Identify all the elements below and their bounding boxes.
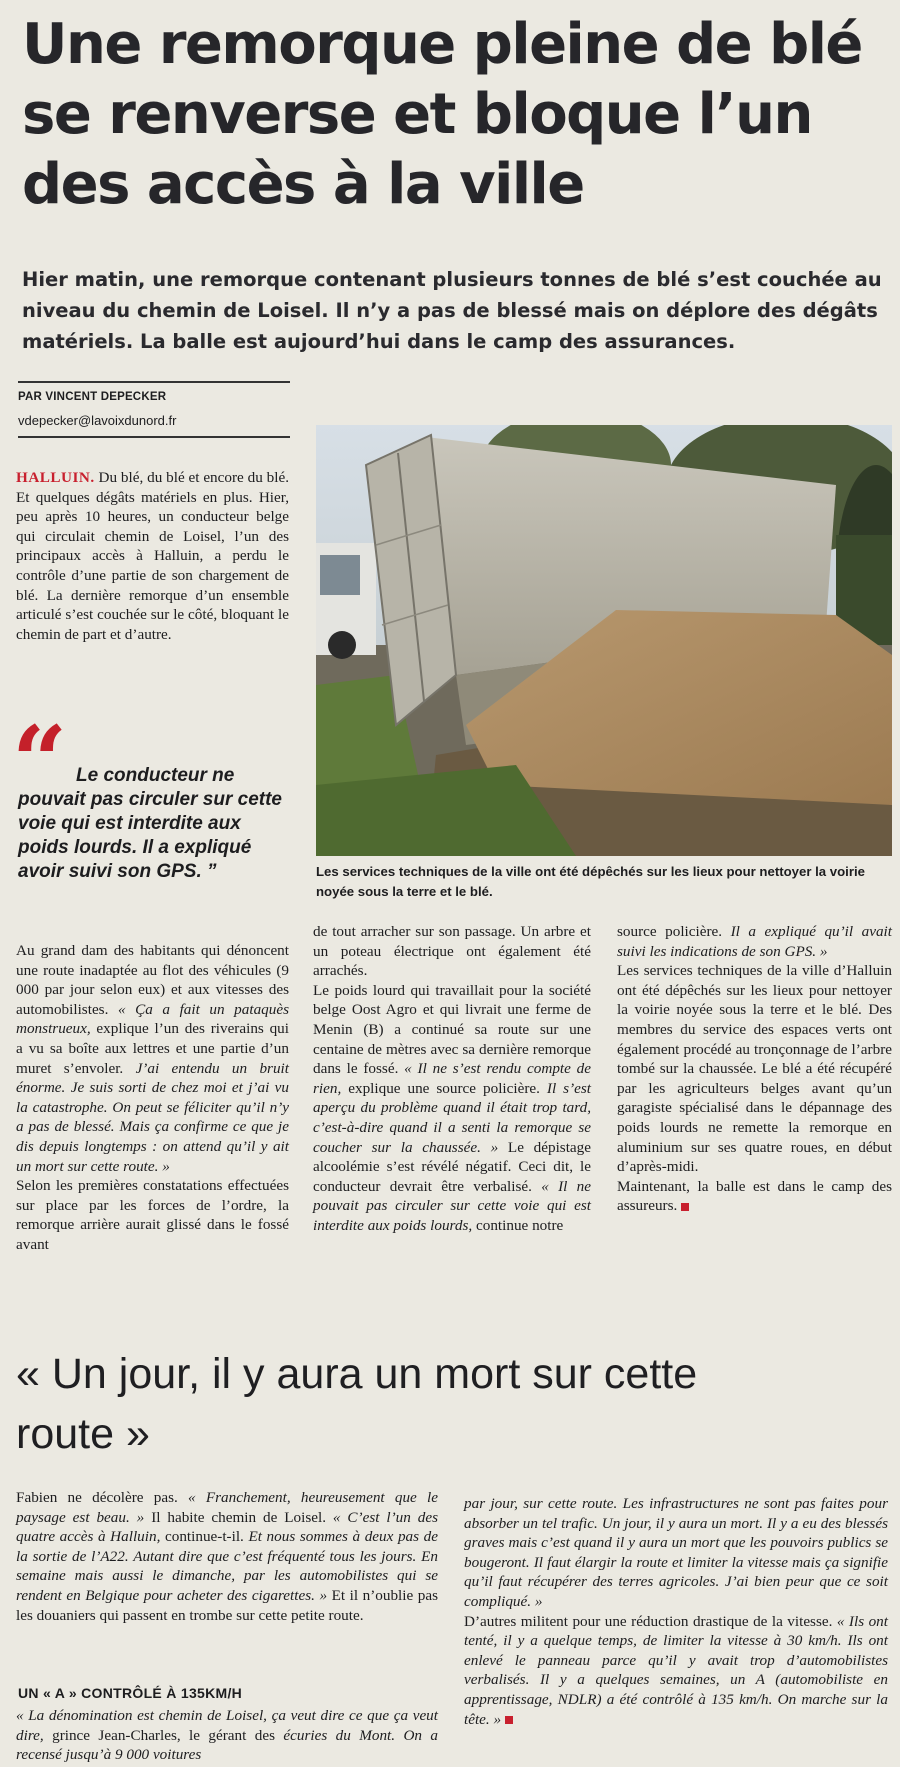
byline: PAR VINCENT DEPECKER [18, 391, 167, 403]
sidebar-right-quote-a: par jour, sur cette route. Les infrastructures ne sont pas faites pour absorber un tel trafic. Un jour, il y aura un mort. Il y a eu des blessés graves mais c’est quand il y aura un mort que les pouvoirs publics se bougeront. Il faut élargir la route et limiter la vitesse mais ça signifie qu’il faut récupérer des terres agricoles. J’ai bien peur que ce soit compliqué. » [464, 1495, 888, 1610]
col3-text-c: Maintenant, la balle est dans le camp des assureurs. [617, 1177, 892, 1215]
col2-quote-a: « Il ne s’est rendu compte de rien, [313, 1060, 591, 1097]
lead-text: Du blé, du blé et encore du blé. Et quelques dégâts matériels en plus. Hier, peu après 10 heures, un conducteur belge qui circulait chemin de Loisel, l’un des principaux accès à Halluin, a perdu le contrôle d’une partie de son chargement de blé. La dernière remorque d’un ensemble articulé s’est couchée sur le côté, bloquant le chemin de part et d’autre. [16, 469, 289, 643]
sidebar-column-right [464, 1494, 888, 1729]
headline: Une remorque pleine de blé se renverse et bloque l’un des accès à la ville [22, 12, 862, 217]
author-email[interactable]: vdepecker@lavoixdunord.fr [18, 413, 177, 428]
col2-text-a: de tout arracher sur son passage. Un arbre et un poteau électrique ont également été arrachés. [313, 923, 591, 980]
col3-text-b: Les services techniques de la ville d’Halluin ont été dépêchés sur les lieux pour nettoyer la voirie noyée sous la terre et le blé. Des membres du service des espaces verts ont également procédé au tronçonnage de l’arbre tombé sur la chaussée. Le blé a été récupéré par les agriculteurs belges avant qu’un garagiste spécialisé dans le dépannage des poids lourds ne remette la remorque en aluminium sur ses quatre roues, en début d’après-midi. [617, 962, 892, 1176]
dateline: HALLUIN. [16, 469, 95, 486]
sidebar-right-quote-b: « Ils ont tenté, il y a quelque temps, de limiter la vitesse à 30 km/h. Ils ont enlevé le panneau parce qu’il y avait trop d’automobilistes verbalisés. Il y a quelques semaines, un A (automobiliste en apprentissage, NDLR) a été contrôlé à 135 km/h. On marche sur la tête. » [464, 1612, 888, 1728]
photo-caption: Les services techniques de la ville ont été dépêchés sur les lieux pour nettoyer la voirie noyée sous la terre et le blé. [316, 864, 865, 899]
sidebar-left-quote-b: « C’est l’un des quatre accès à Halluin, [16, 1508, 438, 1546]
col1-text-a: Au grand dam des habitants qui dénoncent une route inadaptée au flot des véhicules (9 000 par jour selon eux) et aux vitesses des automobilistes. [16, 942, 289, 1018]
col2-quote-c: « Il ne pouvait pas circuler sur cette voie qui est interdite aux poids lourds, [313, 1177, 591, 1234]
sidebar-left-quote-a: « Franchement, heureusement que le paysage est beau. » [16, 1489, 438, 1526]
col3-quote-a: Il a expliqué qu’il avait suivi les indications de son GPS. » [617, 923, 893, 960]
col2-text-c: explique une source policière. [348, 1079, 547, 1097]
article-photo [316, 425, 892, 856]
col2-quote-b: Il s’est aperçu du problème quand il était trop tard, c’est-à-dire quand il a senti la remorque se coucher sur la chaussée. » [313, 1079, 591, 1156]
sidebar-left-text-a: Fabien ne décolère pas. [16, 1489, 189, 1506]
body-column-3 [617, 922, 892, 1216]
col1-quote-a: « Ça a fait un pataquès monstrueux, [16, 1000, 289, 1038]
sidebar-kicker: UN « A » CONTRÔLÉ À 135KM/H [18, 1685, 243, 1701]
quote-mark-icon: “ [12, 705, 62, 818]
end-mark-icon [505, 1716, 513, 1724]
sidebar-subhead: « Un jour, il y aura un mort sur cette route » [16, 1350, 698, 1458]
byline-rule-bottom [18, 436, 290, 438]
kicker-quote-a: « La dénomination est chemin de Loisel, ça veut dire ce que ça veut dire, [16, 1707, 438, 1744]
body-column-2 [313, 922, 591, 1236]
sidebar-left-text-c: continue-t-il. [164, 1528, 249, 1546]
body-column-1 [16, 941, 289, 1255]
col3-text-a: source policière. [617, 923, 731, 940]
pull-quote-text: Le conducteur ne pouvait pas circuler sur cette voie qui est interdite aux poids lourds. Il a expliqué avoir suivi son GPS. ” [18, 765, 282, 882]
standfirst: Hier matin, une remorque contenant plusieurs tonnes de blé s’est couchée au niveau du chemin de Loisel. Il n’y a pas de blessé mais on déplore des dégâts matériels. La balle est aujourd’hui dans le camp des assurances. [22, 268, 882, 353]
end-mark-icon [681, 1203, 689, 1211]
col1-text-c: Selon les premières constatations effectuées sur place par les forces de l’ordre, la remorque arrière aurait glissé dans le fossé avant [16, 1177, 289, 1253]
sidebar-kicker-paragraph [16, 1706, 438, 1765]
sidebar-column-left [16, 1488, 438, 1625]
lead-paragraph [16, 468, 289, 644]
col2-text-e: continue notre [475, 1216, 564, 1234]
col1-quote-b: J’ai entendu un bruit énorme. Je suis sorti de chez moi et j’ai vu la catastrophe. On peut se féliciter qu’il n’y a pas de blessé. Mais ça confirme ce que je dis depuis longtemps : on attend qu’il y ait un mort sur cette route. » [16, 1059, 289, 1175]
col2-text-b: Le poids lourd qui travaillait pour la société belge Oost Agro et qui livrait une ferme de Menin (B) a continué sa route sur une centaine de mètres avec sa dernière remorque dans le fossé. [313, 981, 591, 1078]
sidebar-left-text-b: Il habite chemin de Loisel. [151, 1508, 333, 1526]
col1-text-b: explique l’un des riverains qui a vu sa boîte aux lettres et une partie d’un muret s’envoler. [16, 1020, 289, 1077]
sidebar-left-text-d: Et il n’oublie pas les douaniers qui passent en trombe sur cette petite route. [16, 1586, 439, 1624]
col2-text-d: Le dépistage alcoolémie s’est révélé négatif. Ceci dit, le conducteur devrait être verbalisé. [313, 1138, 592, 1195]
pull-quote [18, 764, 286, 884]
kicker-text-a: grince Jean-Charles, le gérant des [52, 1726, 284, 1744]
sidebar-left-quote-c: Et nous sommes à deux pas de la sortie de l’A22. Autant dire que c’est fréquenté tous les jours. En semaine mais aussi le dimanche, par les automobilistes qui se rendent en Belgique pour acheter des cigarettes. » [16, 1528, 438, 1604]
overturned-trailer-photo [316, 425, 892, 856]
byline-rule-top [18, 381, 290, 383]
kicker-quote-b: écuries du Mont. On a recensé jusqu’à 9 000 voitures [16, 1726, 438, 1764]
sidebar-right-text-a: D’autres militent pour une réduction drastique de la vitesse. [464, 1612, 837, 1630]
